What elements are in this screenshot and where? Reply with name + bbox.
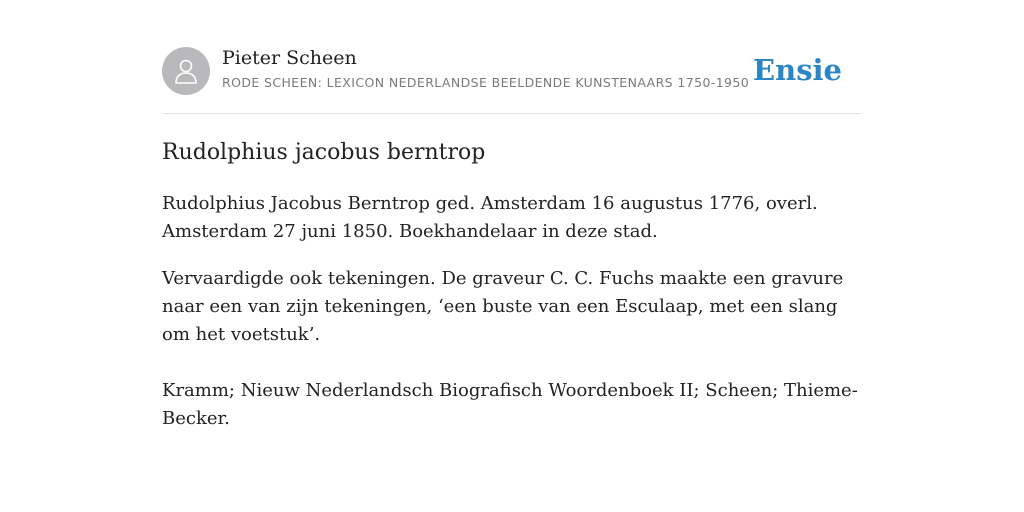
user-silhouette-icon — [173, 57, 199, 85]
entry-paragraph-biography: Rudolphius Jacobus Berntrop ged. Amsterdam 16 augustus 1776, overl. Amsterdam 27 juni 1850. Boekhandelaar in deze stad. — [162, 193, 818, 242]
entry-title: Rudolphius jacobus berntrop — [162, 140, 486, 165]
entry-header — [162, 46, 862, 96]
entry-paragraph-works: Vervaardigde ook tekeningen. De graveur C. C. Fuchs maakte een gravure naar een van zijn tekeningen, ‘een buste van een Esculaap, met een slang om het voetstuk’. — [162, 268, 844, 345]
author-avatar[interactable] — [162, 47, 210, 95]
source-title[interactable]: RODE SCHEEN: LEXICON NEDERLANDSE BEELDENDE KUNSTENAARS 1750-1950 — [222, 75, 750, 90]
author-name[interactable]: Pieter Scheen — [222, 47, 357, 69]
brand-logo[interactable]: Ensie — [753, 53, 842, 87]
header-divider — [162, 113, 862, 114]
entry-paragraph-sources: Kramm; Nieuw Nederlandsch Biografisch Woordenboek II; Scheen; Thieme-Becker. — [162, 380, 858, 429]
